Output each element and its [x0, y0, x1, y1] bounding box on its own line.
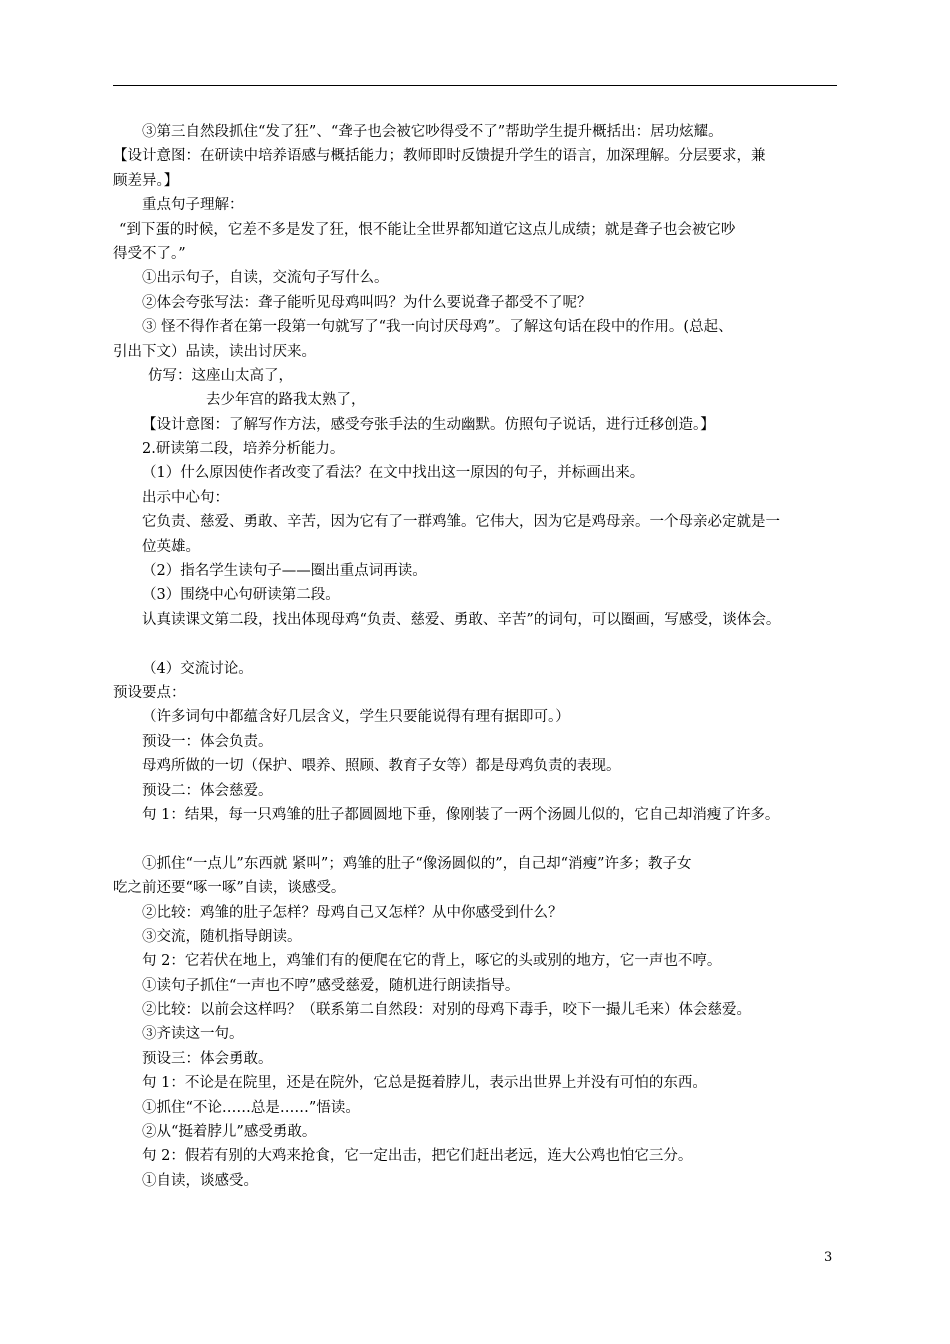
- text-line: （2）指名学生读句子——圈出重点词再读。: [142, 563, 427, 580]
- text-line: “到下蛋的时候，它差不多是发了狂，恨不能让全世界都知道它这点儿成绩；就是聋子也会被它吵: [119, 221, 736, 238]
- text-line: ②比较：以前会这样吗？（联系第二自然段：对别的母鸡下毒手，咬下一撮儿毛来）体会慈爱。: [142, 1002, 751, 1019]
- text-line: ②从“挺着脖儿”感受勇敢。: [142, 1124, 317, 1141]
- text-line: 吃之前还要“啄一啄”自读，谈感受。: [113, 880, 346, 897]
- text-line: 句 1：不论是在院里，还是在院外，它总是挺着脖儿，表示出世界上并没有可怕的东西。: [142, 1075, 707, 1092]
- blank-line: [113, 632, 839, 656]
- text-line: ①抓住“不论……总是……”悟读。: [142, 1099, 360, 1116]
- text-line: 引出下文）品读，读出讨厌来。: [113, 343, 316, 360]
- text-line: ③交流，随机指导朗读。: [142, 928, 302, 945]
- text-line: 位英雄。: [142, 538, 200, 555]
- text-line: ②体会夸张写法：聋子能听见母鸡叫吗？为什么要说聋子都受不了呢？: [142, 294, 592, 311]
- text-line: ③ 怪不得作者在第一段第一句就写了“我一向讨厌母鸡”。了解这句话在段中的作用。(总起、: [142, 319, 733, 336]
- text-line: 【设计意图：了解写作方法，感受夸张手法的生动幽默。仿照句子说话，进行迁移创造。】: [142, 416, 715, 433]
- text-line: 句 1：结果，每一只鸡雏的肚子都圆圆地下垂，像刚装了一两个汤圆儿似的，它自己却消瘦了许多。: [142, 806, 780, 823]
- text-line: 认真读课文第二段，找出体现母鸡“负责、慈爱、勇敢、辛苦”的词句，可以圈画，写感受，谈体会。: [142, 611, 781, 628]
- text-line: ②比较：鸡雏的肚子怎样？母鸡自己又怎样？从中你感受到什么？: [142, 904, 563, 921]
- document-body: [113, 120, 839, 1193]
- text-line: 重点句子理解：: [142, 197, 244, 214]
- text-line: ①自读，谈感受。: [142, 1172, 258, 1189]
- text-line: （1）什么原因使作者改变了看法？在文中找出这一原因的句子，并标画出来。: [142, 465, 645, 482]
- text-line: ①抓住“一点儿”东西就 紧叫”；鸡雏的肚子“像汤圆似的”，自己却“消瘦”许多；教子女: [142, 855, 692, 872]
- text-line: ①出示句子，自读，交流句子写什么。: [142, 270, 389, 287]
- text-line: 预设三：体会勇敢。: [142, 1050, 273, 1067]
- page-number: 3: [824, 1250, 833, 1265]
- text-line: ③第三自然段抓住“发了狂”、“聋子也会被它吵得受不了”帮助学生提升概括出：居功炫耀。: [142, 124, 723, 140]
- text-line: 母鸡所做的一切（保护、喂养、照顾、教育子女等）都是母鸡负责的表现。: [142, 758, 621, 775]
- text-line: （4）交流讨论。: [142, 660, 253, 677]
- text-line: ③齐读这一句。: [142, 1026, 244, 1043]
- text-line: 句 2：假若有别的大鸡来抢食，它一定出击，把它们赶出老远，连大公鸡也怕它三分。: [142, 1148, 693, 1165]
- text-line: 顾差异。】: [113, 172, 179, 189]
- blank-line: [113, 827, 839, 851]
- text-line: 出示中心句：: [142, 489, 229, 506]
- text-line: 【设计意图：在研读中培养语感与概括能力；教师即时反馈提升学生的语言，加深理解。分层要求，兼: [113, 148, 766, 165]
- text-line: 预设一：体会负责。: [142, 733, 273, 750]
- text-line: 预设要点：: [113, 684, 186, 701]
- text-line: （3）围绕中心句研读第二段。: [142, 587, 340, 604]
- text-line: 得受不了。”: [113, 245, 186, 262]
- text-line: （许多词句中都蕴含好几层含义，学生只要能说得有理有据即可。）: [142, 709, 570, 726]
- text-line: 去少年宫的路我太熟了，: [206, 392, 366, 409]
- text-line: 仿写：这座山太高了，: [148, 367, 293, 384]
- text-line: 预设二：体会慈爱。: [142, 782, 273, 799]
- text-line: 2.研读第二段，培养分析能力。: [142, 441, 345, 458]
- header-rule: [113, 85, 837, 86]
- text-line: 它负责、慈爱、勇敢、辛苦，因为它有了一群鸡雏。它伟大，因为它是鸡母亲。一个母亲必定就是一: [142, 514, 780, 531]
- text-line: 句 2：它若伏在地上，鸡雏们有的便爬在它的背上，啄它的头或别的地方，它一声也不哼。: [142, 953, 722, 970]
- text-line: ①读句子抓住“一声也不哼”感受慈爱，随机进行朗读指导。: [142, 977, 520, 994]
